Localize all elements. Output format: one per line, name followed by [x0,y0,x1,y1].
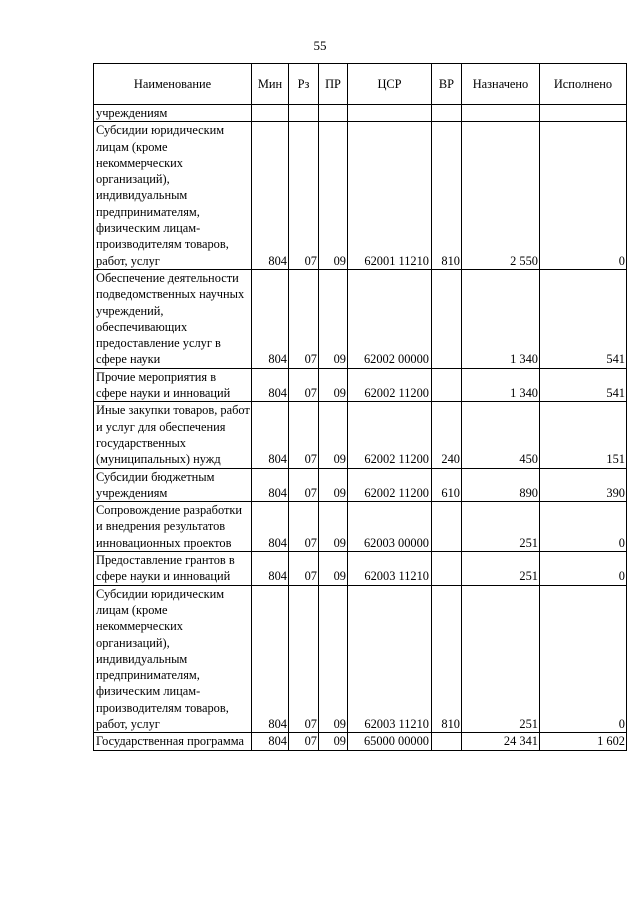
table-header-row [94,64,627,105]
row-min: 804 [252,122,289,270]
row-vr [432,733,462,750]
table-row [94,402,627,468]
row-ispolneno: 541 [540,269,627,368]
row-pr: 09 [319,552,348,586]
row-vr [432,502,462,552]
row-ispolneno: 1 602 [540,733,627,750]
table-row [94,733,627,750]
row-name: Субсидии юридическим лицам (кроме некоммерческих организаций), индивидуальным предпринимателям, физическим лицам-производителям товаров, работ, услуг [94,585,252,733]
row-name: Прочие мероприятия в сфере науки и инноваций [94,368,252,402]
row-csr: 62002 11200 [348,402,432,468]
header-naznacheno: Назначено [462,64,540,105]
header-pr: ПР [319,64,348,105]
row-vr [432,368,462,402]
row-ispolneno: 151 [540,402,627,468]
row-naznacheno: 890 [462,468,540,502]
page-number: 55 [313,38,327,53]
row-csr: 65000 00000 [348,733,432,750]
row-rz: 07 [289,402,319,468]
row-ispolneno: 0 [540,122,627,270]
row-csr: 62002 11200 [348,468,432,502]
row-ispolneno: 0 [540,585,627,733]
row-vr: 810 [432,122,462,270]
row-naznacheno: 1 340 [462,269,540,368]
table-row [94,105,627,122]
header-csr: ЦСР [348,64,432,105]
row-rz [289,105,319,122]
row-naznacheno: 251 [462,552,540,586]
row-vr: 610 [432,468,462,502]
row-name: Субсидии бюджетным учреждениям [94,468,252,502]
row-vr: 240 [432,402,462,468]
row-pr: 09 [319,502,348,552]
row-name: Предоставление грантов в сфере науки и инноваций [94,552,252,586]
row-min: 804 [252,402,289,468]
budget-table [93,63,627,751]
row-min: 804 [252,502,289,552]
row-min: 804 [252,269,289,368]
row-naznacheno: 24 341 [462,733,540,750]
row-rz: 07 [289,502,319,552]
row-name: учреждениям [94,105,252,122]
row-name: Субсидии юридическим лицам (кроме некоммерческих организаций), индивидуальным предпринимателям, физическим лицам-производителям товаров, работ, услуг [94,122,252,270]
row-min: 804 [252,552,289,586]
row-rz: 07 [289,552,319,586]
row-pr: 09 [319,468,348,502]
row-naznacheno: 251 [462,502,540,552]
row-name: Сопровождение разработки и внедрения результатов инновационных проектов [94,502,252,552]
row-naznacheno: 450 [462,402,540,468]
row-rz: 07 [289,468,319,502]
row-csr: 62002 00000 [348,269,432,368]
row-ispolneno: 390 [540,468,627,502]
row-naznacheno: 2 550 [462,122,540,270]
row-ispolneno [540,105,627,122]
table-row [94,269,627,368]
header-min: Мин [252,64,289,105]
row-naznacheno: 1 340 [462,368,540,402]
row-pr: 09 [319,585,348,733]
row-ispolneno: 541 [540,368,627,402]
row-csr: 62003 11210 [348,552,432,586]
table-row [94,552,627,586]
row-pr: 09 [319,733,348,750]
row-vr: 810 [432,585,462,733]
row-naznacheno: 251 [462,585,540,733]
row-rz: 07 [289,585,319,733]
row-csr: 62003 11210 [348,585,432,733]
header-name: Наименование [94,64,252,105]
row-ispolneno: 0 [540,552,627,586]
table-row [94,468,627,502]
header-ispolneno: Исполнено [540,64,627,105]
table-row [94,585,627,733]
row-ispolneno: 0 [540,502,627,552]
row-rz: 07 [289,733,319,750]
row-name: Обеспечение деятельности подведомственных научных учреждений, обеспечивающих предоставление услуг в сфере науки [94,269,252,368]
row-csr: 62001 11210 [348,122,432,270]
row-pr: 09 [319,368,348,402]
row-min: 804 [252,733,289,750]
row-pr: 09 [319,402,348,468]
row-vr [432,552,462,586]
row-min: 804 [252,368,289,402]
row-csr: 62003 00000 [348,502,432,552]
row-pr: 09 [319,269,348,368]
row-vr [432,105,462,122]
row-name: Иные закупки товаров, работ и услуг для обеспечения государственных (муниципальных) нужд [94,402,252,468]
row-vr [432,269,462,368]
row-rz: 07 [289,269,319,368]
row-naznacheno [462,105,540,122]
row-name: Государственная программа [94,733,252,750]
row-csr: 62002 11200 [348,368,432,402]
row-rz: 07 [289,122,319,270]
row-pr [319,105,348,122]
table-row [94,368,627,402]
header-vr: ВР [432,64,462,105]
row-min: 804 [252,585,289,733]
table-row [94,502,627,552]
header-rz: Рз [289,64,319,105]
row-pr: 09 [319,122,348,270]
table-row [94,122,627,270]
row-csr [348,105,432,122]
row-min [252,105,289,122]
row-rz: 07 [289,368,319,402]
row-min: 804 [252,468,289,502]
